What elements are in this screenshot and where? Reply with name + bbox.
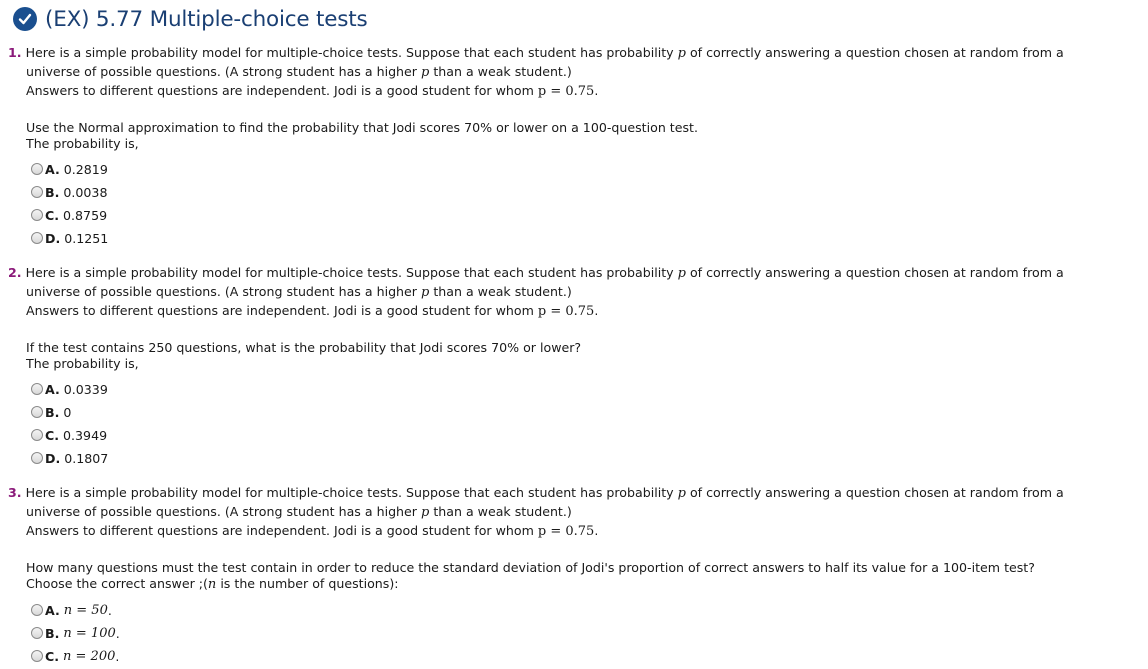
- option-letter: A.: [45, 381, 60, 397]
- option-letter: C.: [45, 427, 60, 443]
- radio-button[interactable]: [31, 627, 43, 639]
- option-letter: A.: [45, 602, 60, 618]
- option-text: 0.8759: [63, 207, 108, 223]
- radio-button[interactable]: [31, 452, 43, 464]
- option-suffix: .: [107, 602, 112, 618]
- option-d[interactable]: [31, 450, 108, 466]
- option-text: 0.2819: [63, 161, 108, 177]
- math-variable: p: [420, 505, 430, 520]
- option-c[interactable]: [31, 207, 107, 223]
- radio-button[interactable]: [31, 650, 43, 662]
- option-c[interactable]: [31, 427, 107, 443]
- question-prompt: Use the Normal approximation to find the probability that Jodi scores 70% or lower on a 100-question test.: [26, 120, 698, 135]
- radio-button[interactable]: [31, 163, 43, 175]
- option-a[interactable]: [31, 602, 112, 618]
- question-text: Here is a simple probability model for multiple-choice tests. Suppose that each student has probability: [25, 45, 674, 60]
- question-text: of correctly answering a question chosen at random from a: [689, 45, 1064, 60]
- option-c[interactable]: [31, 648, 119, 664]
- radio-button[interactable]: [31, 604, 43, 616]
- question-text: Answers to different questions are independent. Jodi is a good student for whom: [26, 303, 534, 318]
- question-2-line-1: [8, 265, 1064, 282]
- option-text: 0.1807: [64, 450, 109, 466]
- question-prompt-sub: The probability is,: [26, 136, 139, 151]
- question-text: universe of possible questions. (A strong student has a higher: [26, 504, 417, 519]
- option-text: 0.1251: [64, 230, 109, 246]
- question-number: 2.: [8, 265, 22, 280]
- math-equation: p = 0.75: [537, 84, 595, 99]
- option-text: 0.0339: [63, 381, 108, 397]
- radio-button[interactable]: [31, 209, 43, 221]
- question-text: than a weak student.): [433, 504, 572, 519]
- page-header: [0, 0, 368, 38]
- option-suffix: .: [115, 625, 120, 641]
- option-d[interactable]: [31, 230, 108, 246]
- question-prompt: If the test contains 250 questions, what is the probability that Jodi scores 70% or lower?: [26, 340, 582, 355]
- option-letter: B.: [45, 184, 60, 200]
- question-text: .: [594, 523, 599, 538]
- math-variable: p: [677, 46, 686, 61]
- question-text: .: [594, 303, 599, 318]
- question-prompt-sub: [26, 576, 398, 593]
- math-equation: p = 0.75: [537, 304, 595, 319]
- math-variable: p: [677, 266, 686, 281]
- radio-button[interactable]: [31, 406, 43, 418]
- math-equation: p = 0.75: [537, 524, 595, 539]
- question-text: is the number of questions):: [220, 576, 399, 591]
- option-letter: D.: [45, 450, 61, 466]
- radio-button[interactable]: [31, 186, 43, 198]
- math-variable: n: [207, 577, 217, 592]
- question-2-line-3: [26, 303, 598, 320]
- math-variable: p: [677, 486, 686, 501]
- question-3-line-1: [8, 485, 1064, 502]
- option-text: n = 100: [63, 625, 116, 641]
- option-text: 0.0038: [63, 184, 108, 200]
- question-text: than a weak student.): [433, 284, 572, 299]
- radio-button[interactable]: [31, 429, 43, 441]
- option-text: 0.3949: [63, 427, 108, 443]
- option-text: n = 200: [63, 648, 116, 664]
- question-prompt-sub: The probability is,: [26, 356, 139, 371]
- option-b[interactable]: [31, 184, 107, 200]
- radio-button[interactable]: [31, 232, 43, 244]
- question-1-line-1: [8, 45, 1064, 62]
- option-letter: C.: [45, 648, 60, 664]
- question-text: universe of possible questions. (A strong student has a higher: [26, 284, 417, 299]
- option-a[interactable]: [31, 161, 108, 177]
- option-a[interactable]: [31, 381, 108, 397]
- question-2-line-2: [26, 284, 572, 301]
- question-text: of correctly answering a question chosen at random from a: [689, 265, 1064, 280]
- question-3-line-2: [26, 504, 572, 521]
- option-letter: B.: [45, 404, 60, 420]
- option-letter: A.: [45, 161, 60, 177]
- question-prompt: How many questions must the test contain in order to reduce the standard deviation of Jodi's proportion of correct answers to half its value for a 100-item test?: [26, 560, 1035, 575]
- question-1-line-2: [26, 64, 572, 81]
- option-suffix: .: [115, 648, 120, 664]
- question-text: Here is a simple probability model for multiple-choice tests. Suppose that each student has probability: [25, 485, 674, 500]
- question-number: 3.: [8, 485, 22, 500]
- question-text: .: [594, 83, 599, 98]
- question-text: Answers to different questions are independent. Jodi is a good student for whom: [26, 523, 534, 538]
- page-title: (EX) 5.77 Multiple-choice tests: [45, 6, 368, 32]
- question-text: universe of possible questions. (A strong student has a higher: [26, 64, 417, 79]
- option-text: n = 50: [63, 602, 108, 618]
- math-variable: p: [420, 285, 430, 300]
- option-letter: D.: [45, 230, 61, 246]
- question-text: than a weak student.): [433, 64, 572, 79]
- question-text: Answers to different questions are independent. Jodi is a good student for whom: [26, 83, 534, 98]
- option-letter: C.: [45, 207, 60, 223]
- check-circle-icon: [13, 7, 37, 31]
- option-letter: B.: [45, 625, 60, 641]
- math-variable: p: [420, 65, 430, 80]
- question-3-line-3: [26, 523, 598, 540]
- question-1-line-3: [26, 83, 598, 100]
- question-text: Here is a simple probability model for multiple-choice tests. Suppose that each student has probability: [25, 265, 674, 280]
- question-number: 1.: [8, 45, 22, 60]
- option-text: 0: [63, 404, 72, 420]
- question-text: Choose the correct answer ;(: [26, 576, 208, 591]
- option-b[interactable]: [31, 404, 71, 420]
- radio-button[interactable]: [31, 383, 43, 395]
- question-text: of correctly answering a question chosen at random from a: [689, 485, 1064, 500]
- option-b[interactable]: [31, 625, 120, 641]
